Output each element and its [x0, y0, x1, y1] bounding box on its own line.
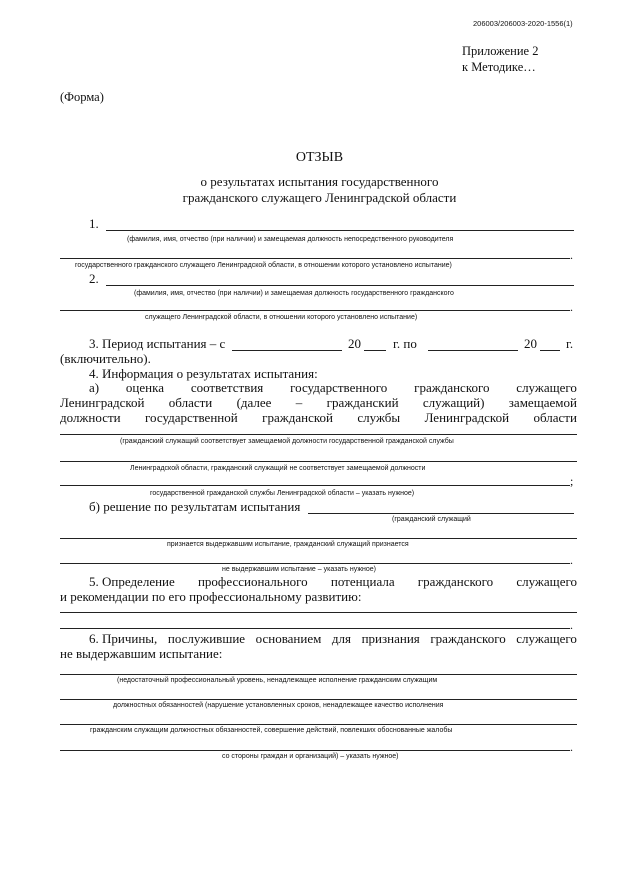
item-6-dot: .	[570, 740, 573, 754]
period-start-field[interactable]	[232, 350, 342, 351]
item-6-caption-4: со стороны граждан и организаций) – указать нужное)	[222, 753, 399, 760]
item-6-field-line-2[interactable]	[60, 699, 577, 700]
item-4a-line-2: Ленинградской области (далее – гражданский служащий) замещаемой	[60, 395, 577, 410]
item-6-field-line-4[interactable]	[60, 750, 570, 751]
item-1-dot: .	[570, 248, 573, 262]
item-4a-field-line-3[interactable]	[60, 485, 570, 486]
document-title: ОТЗЫВ	[295, 150, 344, 165]
item-4a-field-line-2[interactable]	[60, 461, 577, 462]
item-6-caption-1: (недостаточный профессиональный уровень, ненадлежащее исполнение гражданским служащим	[117, 677, 438, 684]
item-2-field-line[interactable]	[106, 285, 574, 286]
item-3-label: 3. Период испытания – с	[89, 336, 226, 351]
period-start-year-prefix: 20	[348, 336, 361, 351]
item-6-caption-3: гражданским служащим должностных обязанностей, совершение действий, повлекших обоснованные жалобы	[90, 727, 453, 734]
item-4-heading: 4. Информация о результатах испытания:	[89, 366, 318, 381]
item-4a-caption-3: государственной гражданской службы Ленинградской области – указать нужное)	[150, 490, 415, 497]
item-5-line-2: и рекомендации по его профессиональному развитию:	[60, 589, 362, 604]
item-4a-line-1: а) оценка соответствия государственного гражданского служащего	[89, 380, 577, 395]
item-4b-field-line-1[interactable]	[308, 513, 574, 514]
item-5-field-line-1[interactable]	[60, 612, 577, 613]
item-2-caption-2: служащего Ленинградской области, в отношении которого установлено испытание)	[145, 314, 418, 321]
document-subtitle-line1: о результатах испытания государственного	[200, 174, 439, 189]
item-6-line-1: 6. Причины, послужившие основанием для признания гражданского служащего	[89, 631, 577, 646]
item-4a-field-line-1[interactable]	[60, 434, 577, 435]
item-2-field-line-2[interactable]	[60, 310, 570, 311]
item-6-line-2: не выдержавшим испытание:	[60, 646, 223, 661]
item-1-field-line-2[interactable]	[60, 258, 570, 259]
item-5-dot: .	[570, 618, 573, 632]
item-6-caption-2: должностных обязанностей (нарушение установленных сроков, ненадлежащее качество исполнения	[113, 702, 444, 709]
item-1-number: 1.	[89, 216, 99, 231]
item-2-dot: .	[570, 300, 573, 314]
item-1-field-line[interactable]	[106, 230, 574, 231]
document-subtitle-line2: гражданского служащего Ленинградской области	[182, 190, 457, 205]
item-3-inclusive: (включительно).	[60, 351, 151, 366]
item-4a-caption-1: (гражданский служащий соответствует замещаемой должности государственной гражданской службы	[120, 438, 454, 445]
item-4b-caption-3: не выдержавшим испытание – указать нужное)	[222, 566, 376, 573]
item-5-line-1: 5. Определение профессионального потенциала гражданского служащего	[89, 574, 577, 589]
form-label: (Форма)	[60, 90, 104, 104]
item-2-number: 2.	[89, 271, 99, 286]
period-end-field[interactable]	[428, 350, 518, 351]
appendix-reference: к Методике…	[462, 60, 536, 74]
item-4a-line-3: должности государственной гражданской службы Ленинградской области	[60, 410, 577, 425]
document-code: 206003/206003-2020-1556(1)	[473, 19, 573, 28]
item-2-caption-1: (фамилия, имя, отчество (при наличии) и замещаемая должность государственного гражданского	[134, 290, 454, 297]
appendix-label: Приложение 2	[462, 44, 539, 58]
item-4a-caption-2: Ленинградской области, гражданский служащий не соответствует замещаемой должности	[130, 465, 426, 472]
item-4b-dot: .	[570, 553, 573, 567]
period-end-year-field[interactable]	[540, 350, 560, 351]
item-5-field-line-2[interactable]	[60, 628, 570, 629]
item-6-field-line-3[interactable]	[60, 724, 577, 725]
period-end-suffix: г.	[566, 336, 574, 351]
item-1-caption-1: (фамилия, имя, отчество (при наличии) и замещаемая должность непосредственного руководителя	[127, 236, 454, 243]
item-4b-label: б) решение по результатам испытания	[89, 499, 301, 514]
item-6-field-line-1[interactable]	[60, 674, 577, 675]
period-mid-text: г. по	[393, 336, 417, 351]
item-4b-caption-2: признается выдержавшим испытание, гражданский служащий признается	[167, 541, 409, 548]
item-4a-semicolon: ;	[570, 474, 574, 488]
item-1-caption-2: государственного гражданского служащего Ленинградской области, в отношении которого установлено испытание)	[75, 262, 452, 269]
period-start-year-field[interactable]	[364, 350, 386, 351]
item-4b-field-line-3[interactable]	[60, 563, 570, 564]
item-4b-caption-1: (гражданский служащий	[392, 516, 471, 523]
period-end-year-prefix: 20	[524, 336, 537, 351]
item-4b-field-line-2[interactable]	[60, 538, 577, 539]
